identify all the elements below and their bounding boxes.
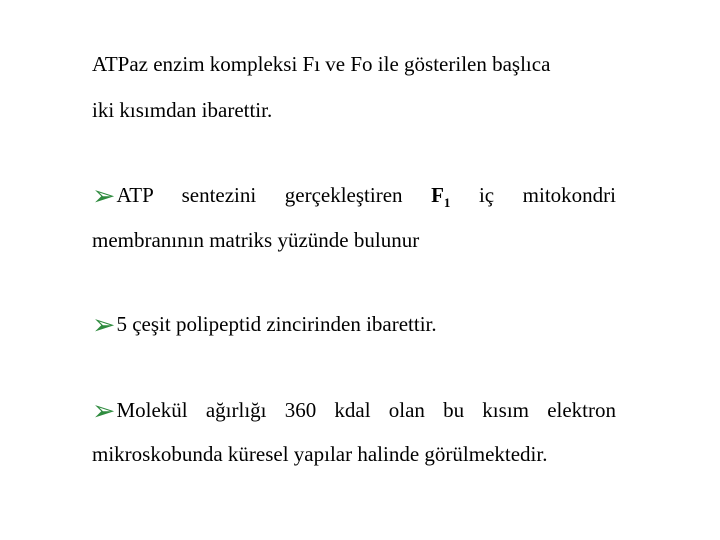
arrowhead-bullet-icon: ➢ — [92, 394, 116, 427]
f1-subscript: 1 — [443, 195, 451, 210]
f1-letter: F — [431, 183, 444, 207]
bullet-1-line-1 — [92, 179, 616, 215]
bullet-3-line-2: mikroskobunda küresel yapılar halinde görülmektedir. — [92, 442, 548, 466]
bullet-1-text-after: iç mitokondri — [478, 183, 616, 207]
bullet-3-text: Molekül ağırlığı 360 kdal olan bu kısım elektron — [116, 398, 616, 422]
f1-label — [431, 183, 451, 210]
bullet-2-text: 5 çeşit polipeptid zincirinden ibarettir. — [116, 312, 437, 336]
arrowhead-bullet-icon: ➢ — [92, 308, 116, 341]
intro-line-1: ATPaz enzim kompleksi Fı ve Fo ile gösterilen başlıca — [92, 52, 551, 76]
arrowhead-bullet-icon: ➢ — [92, 179, 116, 212]
intro-line-2: iki kısımdan ibarettir. — [92, 98, 273, 122]
bullet-1-line-2: membranının matriks yüzünde bulunur — [92, 228, 420, 252]
bullet-2-line-1 — [92, 308, 616, 341]
bullet-3-line-1 — [92, 394, 616, 427]
bullet-1-text-before: ATP sentezini gerçekleştiren — [116, 183, 403, 207]
